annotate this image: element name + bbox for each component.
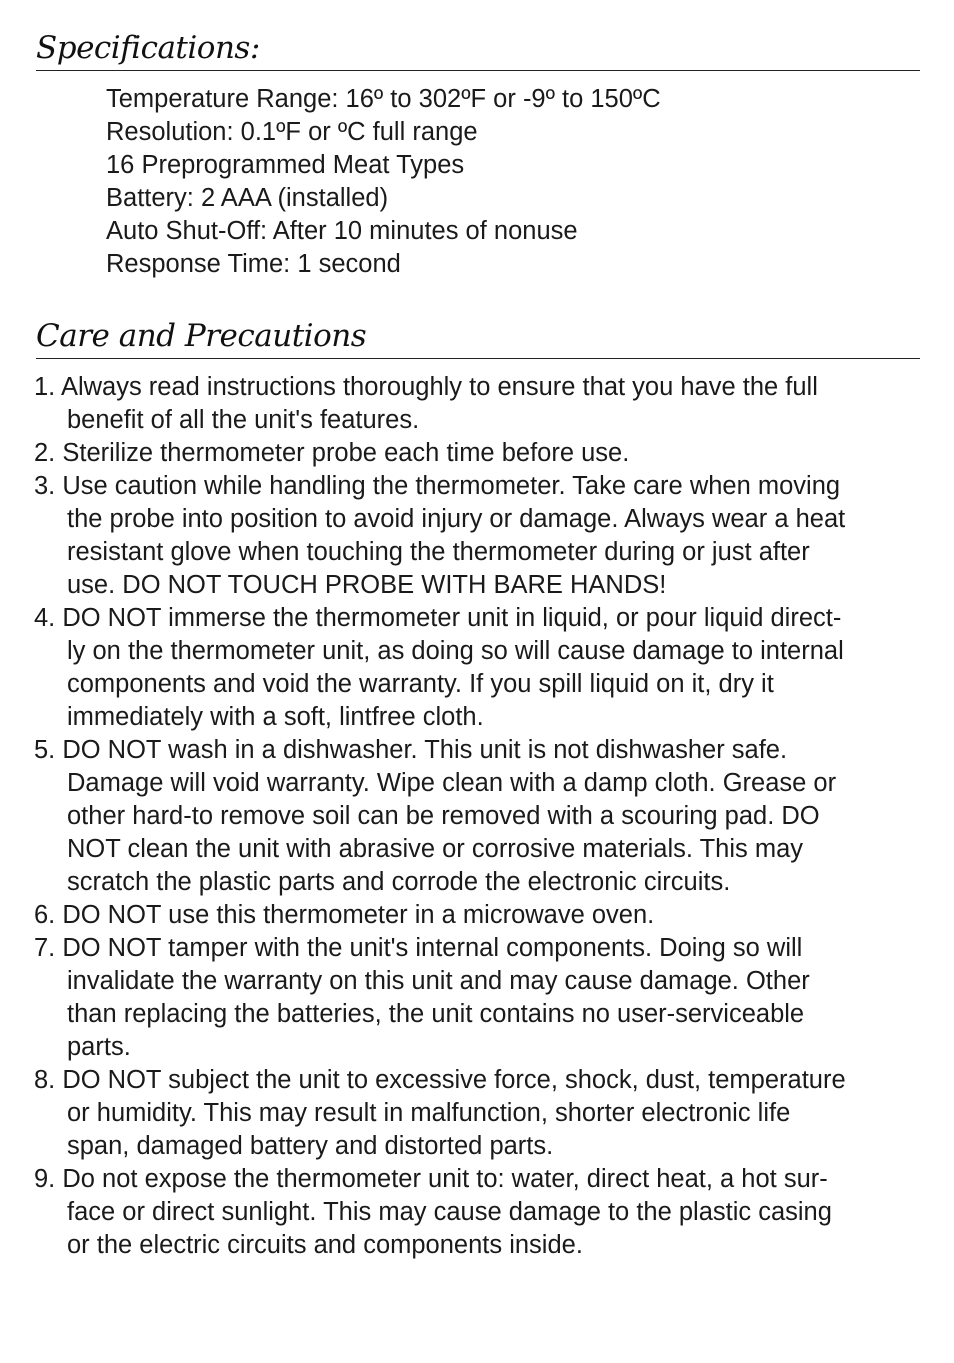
precaution-line: 7. DO NOT tamper with the unit's internal components. Doing so will <box>34 934 803 962</box>
precaution-line: 8. DO NOT subject the unit to excessive force, shock, dust, temperature <box>34 1066 846 1094</box>
precaution-item-6 <box>34 899 920 932</box>
precaution-line: use. DO NOT TOUCH PROBE WITH BARE HANDS! <box>67 571 667 599</box>
precaution-line: parts. <box>67 1033 131 1061</box>
specifications-divider <box>36 70 920 71</box>
precaution-line: components and void the warranty. If you spill liquid on it, dry it <box>67 670 774 698</box>
precaution-item-2 <box>34 437 920 470</box>
precaution-line: 1. Always read instructions thoroughly to ensure that you have the full <box>34 373 818 401</box>
precaution-item-8 <box>34 1064 920 1163</box>
precaution-item-1 <box>34 371 920 437</box>
care-heading: Care and Precautions <box>36 318 367 354</box>
care-precautions-list <box>34 371 920 1262</box>
spec-item-auto-shut-off: Auto Shut-Off: After 10 minutes of nonuse <box>106 217 578 245</box>
precaution-line: or the electric circuits and components inside. <box>67 1231 583 1259</box>
precaution-line: ly on the thermometer unit, as doing so will cause damage to internal <box>67 637 844 665</box>
precaution-line: NOT clean the unit with abrasive or corrosive materials. This may <box>67 835 804 863</box>
precaution-line: 2. Sterilize thermometer probe each time before use. <box>34 439 630 467</box>
precaution-item-4 <box>34 602 920 734</box>
care-divider <box>36 358 920 359</box>
precaution-item-5 <box>34 734 920 899</box>
precaution-line: 6. DO NOT use this thermometer in a microwave oven. <box>34 901 655 929</box>
precaution-line: 3. Use caution while handling the thermometer. Take care when moving <box>34 472 841 500</box>
precaution-line: the probe into position to avoid injury or damage. Always wear a heat <box>67 505 846 533</box>
spec-item-meat-types: 16 Preprogrammed Meat Types <box>106 151 465 179</box>
precaution-line: other hard-to remove soil can be removed with a scouring pad. DO <box>67 802 820 830</box>
precaution-line: Damage will void warranty. Wipe clean with a damp cloth. Grease or <box>67 769 837 797</box>
precaution-item-9 <box>34 1163 920 1262</box>
precaution-line: span, damaged battery and distorted parts. <box>67 1132 554 1160</box>
specifications-heading: Specifications: <box>36 30 260 66</box>
precaution-line: benefit of all the unit's features. <box>67 406 420 434</box>
spec-item-battery: Battery: 2 AAA (installed) <box>106 184 389 212</box>
precaution-line: 5. DO NOT wash in a dishwasher. This unit is not dishwasher safe. <box>34 736 788 764</box>
precaution-line: than replacing the batteries, the unit contains no user-serviceable <box>67 1000 805 1028</box>
precaution-item-7 <box>34 932 920 1064</box>
spec-item-temperature-range: Temperature Range: 16º to 302ºF or -9º to 150ºC <box>106 85 661 113</box>
precaution-line: resistant glove when touching the thermometer during or just after <box>67 538 810 566</box>
precaution-line: face or direct sunlight. This may cause damage to the plastic casing <box>67 1198 832 1226</box>
precaution-line: scratch the plastic parts and corrode the electronic circuits. <box>67 868 731 896</box>
precaution-line: or humidity. This may result in malfunction, shorter electronic life <box>67 1099 791 1127</box>
precaution-line: 9. Do not expose the thermometer unit to: water, direct heat, a hot sur- <box>34 1165 828 1193</box>
precaution-item-3 <box>34 470 920 602</box>
precaution-line: immediately with a soft, lintfree cloth. <box>67 703 484 731</box>
spec-item-resolution: Resolution: 0.1ºF or ºC full range <box>106 118 478 146</box>
precaution-line: 4. DO NOT immerse the thermometer unit in liquid, or pour liquid direct- <box>34 604 842 632</box>
specifications-list <box>106 83 661 281</box>
precaution-line: invalidate the warranty on this unit and may cause damage. Other <box>67 967 810 995</box>
spec-item-response-time: Response Time: 1 second <box>106 250 401 278</box>
